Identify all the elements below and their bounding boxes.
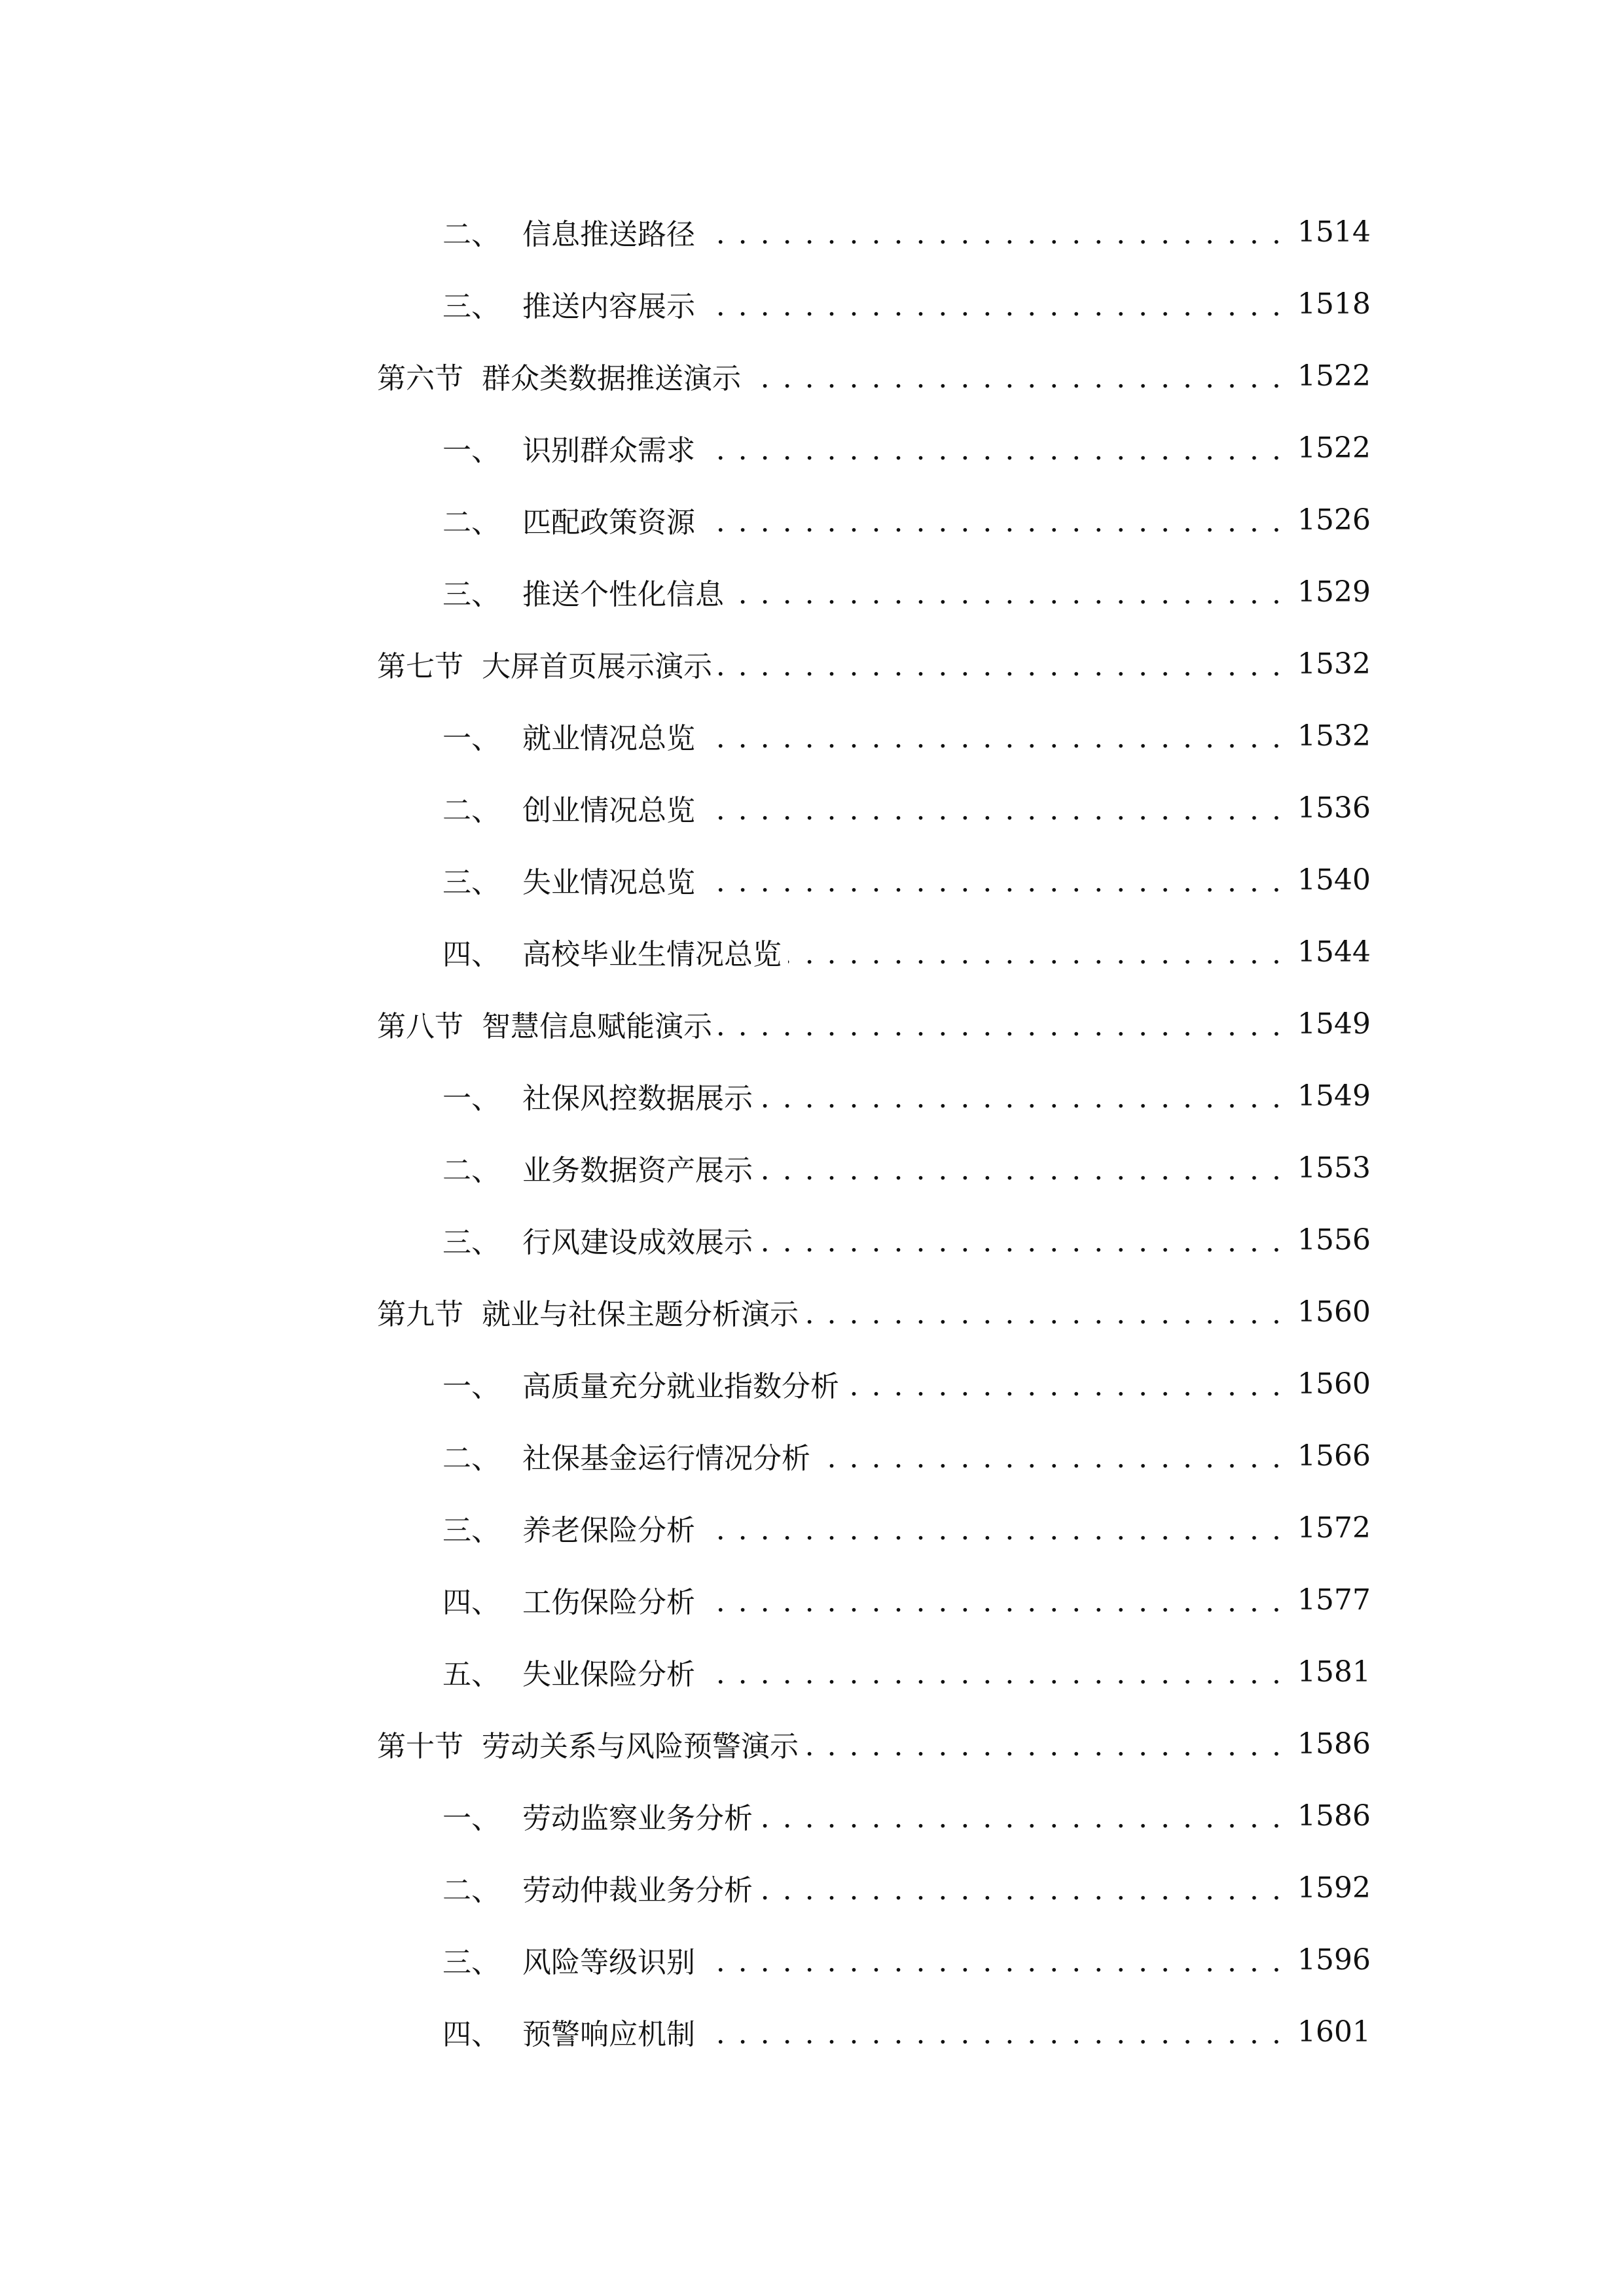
toc-entry-title: 劳动监察业务分析 — [522, 1802, 753, 1835]
toc-entry-page: 1549 — [1297, 1007, 1371, 1041]
toc-entry[interactable] — [0, 1132, 1624, 1204]
dot-leader — [702, 865, 1283, 894]
toc-entry-number: 三、 — [442, 1514, 500, 1547]
toc-entry-title: 工伤保险分析 — [522, 1586, 695, 1619]
toc-entry-title: 劳动关系与风险预警演示 — [482, 1730, 799, 1763]
dot-leader — [788, 937, 1283, 966]
dot-leader — [759, 1081, 1283, 1110]
toc-entry[interactable] — [0, 1564, 1624, 1636]
toc-entry-page: 1549 — [1297, 1079, 1371, 1113]
toc-entry-page: 1529 — [1297, 575, 1371, 609]
toc-entry-page: 1526 — [1297, 503, 1371, 537]
toc-entry-number: 三、 — [442, 866, 500, 899]
dot-leader — [702, 2017, 1283, 2046]
dot-leader — [748, 361, 1283, 390]
dot-leader — [759, 1153, 1283, 1182]
toc-entry[interactable] — [0, 1996, 1624, 2068]
dot-leader — [846, 1369, 1283, 1398]
toc-entry-title: 大屏首页展示演示 — [482, 650, 712, 683]
toc-entry[interactable] — [0, 412, 1624, 484]
toc-entry[interactable] — [0, 1492, 1624, 1564]
toc-entry-title: 预警响应机制 — [522, 2018, 695, 2051]
toc-entry-title: 风险等级识别 — [522, 1946, 695, 1979]
toc-entry[interactable] — [0, 1636, 1624, 1708]
toc-entry[interactable] — [0, 196, 1624, 268]
toc-entry-number: 三、 — [442, 578, 500, 611]
toc-entry-title: 失业情况总览 — [522, 866, 695, 899]
dot-leader — [702, 721, 1283, 750]
dot-leader — [702, 1657, 1283, 1686]
toc-entry-title: 失业保险分析 — [522, 1658, 695, 1691]
toc-entry-title: 推送内容展示 — [522, 290, 695, 323]
toc-entry-number: 四、 — [442, 938, 500, 971]
toc-entry-page: 1586 — [1297, 1799, 1371, 1833]
toc-section-label: 第十节 — [377, 1730, 463, 1763]
toc-entry-title: 匹配政策资源 — [522, 506, 695, 539]
toc-entry-number: 一、 — [442, 1082, 500, 1115]
toc-entry-page: 1596 — [1297, 1943, 1371, 1977]
dot-leader — [702, 793, 1283, 822]
toc-entry-title: 业务数据资产展示 — [522, 1154, 753, 1187]
toc-section-label: 第八节 — [377, 1010, 463, 1043]
toc-entry-title: 社保基金运行情况分析 — [522, 1442, 810, 1475]
toc-entry-page: 1536 — [1297, 791, 1371, 825]
toc-entry-title: 高质量充分就业指数分析 — [522, 1370, 839, 1403]
toc-section-entry[interactable] — [0, 1708, 1624, 1780]
toc-entry-page: 1577 — [1297, 1583, 1371, 1617]
toc-entry[interactable] — [0, 1852, 1624, 1924]
toc-section-entry[interactable] — [0, 1276, 1624, 1348]
dot-leader — [759, 1801, 1283, 1830]
toc-entry-page: 1560 — [1297, 1295, 1371, 1329]
toc-entry[interactable] — [0, 1924, 1624, 1996]
toc-entry[interactable] — [0, 1420, 1624, 1492]
toc-section-entry[interactable] — [0, 628, 1624, 700]
toc-entry-number: 二、 — [442, 1442, 500, 1475]
toc-entry-number: 三、 — [442, 1226, 500, 1259]
toc-entry-number: 二、 — [442, 1154, 500, 1187]
toc-entry-page: 1522 — [1297, 431, 1371, 465]
toc-entry-number: 三、 — [442, 1946, 500, 1979]
toc-entry-title: 行风建设成效展示 — [522, 1226, 753, 1259]
toc-entry[interactable] — [0, 484, 1624, 556]
toc-entry-title: 就业与社保主题分析演示 — [482, 1298, 799, 1331]
toc-entry-page: 1601 — [1297, 2015, 1371, 2049]
toc-entry-number: 二、 — [442, 218, 500, 251]
dot-leader — [702, 217, 1283, 246]
dot-leader — [702, 289, 1283, 318]
toc-section-entry[interactable] — [0, 340, 1624, 412]
dot-leader — [817, 1441, 1283, 1470]
toc-entry-page: 1566 — [1297, 1439, 1371, 1473]
toc-entry[interactable] — [0, 1780, 1624, 1852]
toc-entry-page: 1556 — [1297, 1223, 1371, 1257]
toc-entry-page: 1572 — [1297, 1511, 1371, 1545]
toc-entry-title: 养老保险分析 — [522, 1514, 695, 1547]
toc-entry-title: 社保风控数据展示 — [522, 1082, 753, 1115]
toc-entry-title: 信息推送路径 — [522, 218, 695, 251]
toc-entry-number: 五、 — [442, 1658, 500, 1691]
toc-entry[interactable] — [0, 1348, 1624, 1420]
toc-entry-page: 1532 — [1297, 719, 1371, 753]
toc-entry-number: 一、 — [442, 722, 500, 755]
toc-section-label: 第六节 — [377, 362, 463, 395]
toc-section-entry[interactable] — [0, 988, 1624, 1060]
toc-entry-number: 四、 — [442, 2018, 500, 2051]
toc-entry-number: 一、 — [442, 1370, 500, 1403]
dot-leader — [702, 505, 1283, 534]
table-of-contents — [0, 196, 1624, 2068]
toc-entry[interactable] — [0, 1204, 1624, 1276]
toc-entry[interactable] — [0, 556, 1624, 628]
toc-entry-number: 三、 — [442, 290, 500, 323]
dot-leader — [805, 1729, 1283, 1758]
toc-section-label: 第九节 — [377, 1298, 463, 1331]
toc-entry-page: 1544 — [1297, 935, 1371, 969]
toc-entry-page: 1518 — [1297, 287, 1371, 321]
dot-leader — [731, 577, 1283, 606]
toc-entry-page: 1592 — [1297, 1871, 1371, 1905]
dot-leader — [759, 1225, 1283, 1254]
toc-entry-page: 1586 — [1297, 1727, 1371, 1761]
dot-leader — [719, 649, 1283, 678]
toc-entry-title: 识别群众需求 — [522, 434, 695, 467]
toc-section-label: 第七节 — [377, 650, 463, 683]
toc-entry[interactable] — [0, 772, 1624, 844]
toc-entry-number: 二、 — [442, 1874, 500, 1907]
toc-entry-page: 1540 — [1297, 863, 1371, 897]
toc-entry-number: 一、 — [442, 434, 500, 467]
toc-entry-page: 1560 — [1297, 1367, 1371, 1401]
dot-leader — [805, 1297, 1283, 1326]
toc-entry-title: 推送个性化信息 — [522, 578, 724, 611]
toc-entry-page: 1581 — [1297, 1655, 1371, 1689]
toc-entry-title: 高校毕业生情况总览 — [522, 938, 782, 971]
toc-entry-page: 1532 — [1297, 647, 1371, 681]
toc-entry-number: 一、 — [442, 1802, 500, 1835]
toc-entry-page: 1553 — [1297, 1151, 1371, 1185]
dot-leader — [702, 1945, 1283, 1974]
toc-entry-title: 劳动仲裁业务分析 — [522, 1874, 753, 1907]
dot-leader — [759, 1873, 1283, 1902]
toc-entry-number: 二、 — [442, 506, 500, 539]
toc-entry[interactable] — [0, 700, 1624, 772]
toc-entry[interactable] — [0, 268, 1624, 340]
toc-entry-number: 四、 — [442, 1586, 500, 1619]
toc-entry[interactable] — [0, 844, 1624, 916]
dot-leader — [702, 433, 1283, 462]
toc-entry-title: 创业情况总览 — [522, 794, 695, 827]
toc-entry[interactable] — [0, 916, 1624, 988]
toc-entry-title: 智慧信息赋能演示 — [482, 1010, 712, 1043]
dot-leader — [702, 1513, 1283, 1542]
toc-entry-page: 1514 — [1297, 215, 1371, 249]
toc-entry[interactable] — [0, 1060, 1624, 1132]
toc-entry-number: 二、 — [442, 794, 500, 827]
dot-leader — [702, 1585, 1283, 1614]
toc-entry-title: 群众类数据推送演示 — [482, 362, 741, 395]
toc-entry-page: 1522 — [1297, 359, 1371, 393]
dot-leader — [719, 1009, 1283, 1038]
toc-entry-title: 就业情况总览 — [522, 722, 695, 755]
